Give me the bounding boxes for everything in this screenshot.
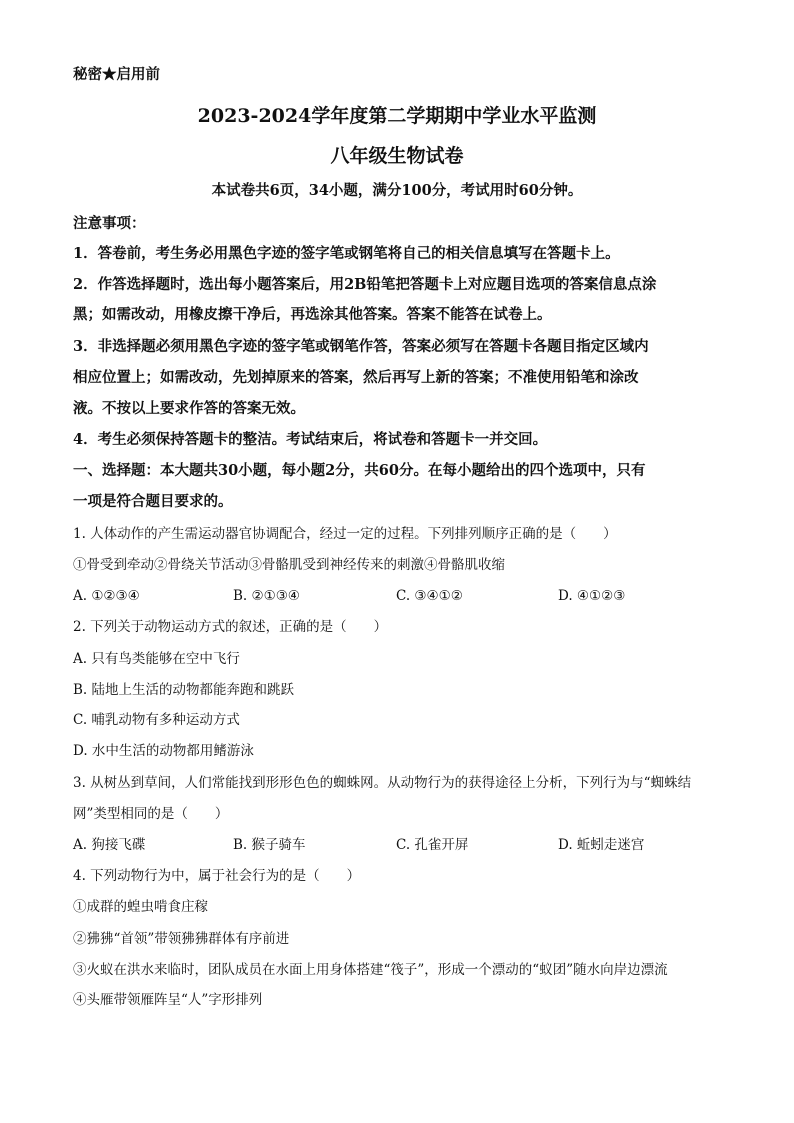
exam-info: 本试卷共6页，34小题，满分100分，考试用时60分钟。 bbox=[211, 182, 583, 199]
question-3-stem: 3. 从树丛到草间，人们常能找到形形色色的蜘蛛网。从动物行为的获得途径上分析，下列行为与“蜘蛛结 bbox=[73, 775, 692, 791]
note-line: 黑；如需改动，用橡皮擦干净后，再选涂其他答案。答案不能答在试卷上。 bbox=[73, 306, 552, 323]
question-4-stem: 4. 下列动物行为中，属于社会行为的是（ ） bbox=[73, 868, 361, 884]
question-1-stem: 1. 人体动作的产生需运动器官协调配合，经过一定的过程。下列排列顺序正确的是（ ） bbox=[73, 526, 617, 542]
question-1-option-b: B. ②①③④ bbox=[233, 588, 300, 604]
note-line: 液。不按以上要求作答的答案无效。 bbox=[73, 400, 305, 417]
exam-subtitle: 八年级生物试卷 bbox=[330, 145, 464, 167]
note-line: 相应位置上；如需改动，先划掉原来的答案，然后再写上新的答案；不准使用铅笔和涂改 bbox=[73, 369, 639, 386]
question-1-option-d: D. ④①②③ bbox=[558, 588, 626, 604]
question-3-option-d: D. 蚯蚓走迷宫 bbox=[558, 837, 645, 853]
question-2-stem: 2. 下列关于动物运动方式的叙述，正确的是（ ） bbox=[73, 619, 388, 635]
question-2-option-a: A. 只有鸟类能够在空中飞行 bbox=[73, 651, 240, 667]
question-4-item: ③火蚁在洪水来临时，团队成员在水面上用身体搭建“筏子”，形成一个漂动的“蚁团”随水向岸边漂流 bbox=[73, 962, 668, 978]
note-line: 1．答卷前，考生务必用黑色字迹的签字笔或钢笔将自己的相关信息填写在答题卡上。 bbox=[73, 245, 620, 262]
question-4-item: ④头雁带领雁阵呈“人”字形排列 bbox=[73, 992, 263, 1008]
question-3-option-a: A. 狗接飞碟 bbox=[73, 837, 146, 853]
question-3-option-c: C. 孔雀开屏 bbox=[396, 837, 469, 853]
question-2-option-d: D. 水中生活的动物都用鳍游泳 bbox=[73, 743, 254, 759]
question-4-item: ①成群的蝗虫啃食庄稼 bbox=[73, 899, 208, 915]
section-heading-cont: 一项是符合题目要求的。 bbox=[73, 493, 233, 510]
question-3-option-b: B. 猴子骑车 bbox=[233, 837, 306, 853]
note-line: 2．作答选择题时，选出每小题答案后，用2B铅笔把答题卡上对应题目选项的答案信息点涂 bbox=[73, 276, 657, 293]
note-line: 4．考生必须保持答题卡的整洁。考试结束后，将试卷和答题卡一并交回。 bbox=[73, 431, 548, 448]
section-heading: 一、选择题：本大题共30小题，每小题2分，共60分。在每小题给出的四个选项中，只有 bbox=[73, 462, 646, 479]
question-3-stem-cont: 网”类型相同的是（ ） bbox=[73, 806, 229, 822]
question-1-option-c: C. ③④①② bbox=[396, 588, 463, 604]
exam-title: 2023-2024学年度第二学期期中学业水平监测 bbox=[197, 105, 597, 127]
question-1-detail: ①骨受到牵动②骨绕关节活动③骨骼肌受到神经传来的刺激④骨骼肌收缩 bbox=[73, 557, 505, 573]
secret-mark: 秘密★启用前 bbox=[73, 66, 160, 83]
note-line: 3．非选择题必须用黑色字迹的签字笔或钢笔作答，答案必须写在答题卡各题目指定区域内 bbox=[73, 338, 649, 355]
question-4-item: ②狒狒“首领”带领狒狒群体有序前进 bbox=[73, 931, 290, 947]
question-2-option-b: B. 陆地上生活的动物都能奔跑和跳跃 bbox=[73, 682, 295, 698]
notes-heading: 注意事项： bbox=[73, 215, 146, 232]
question-2-option-c: C. 哺乳动物有多种运动方式 bbox=[73, 712, 240, 728]
question-1-option-a: A. ①②③④ bbox=[73, 588, 140, 604]
